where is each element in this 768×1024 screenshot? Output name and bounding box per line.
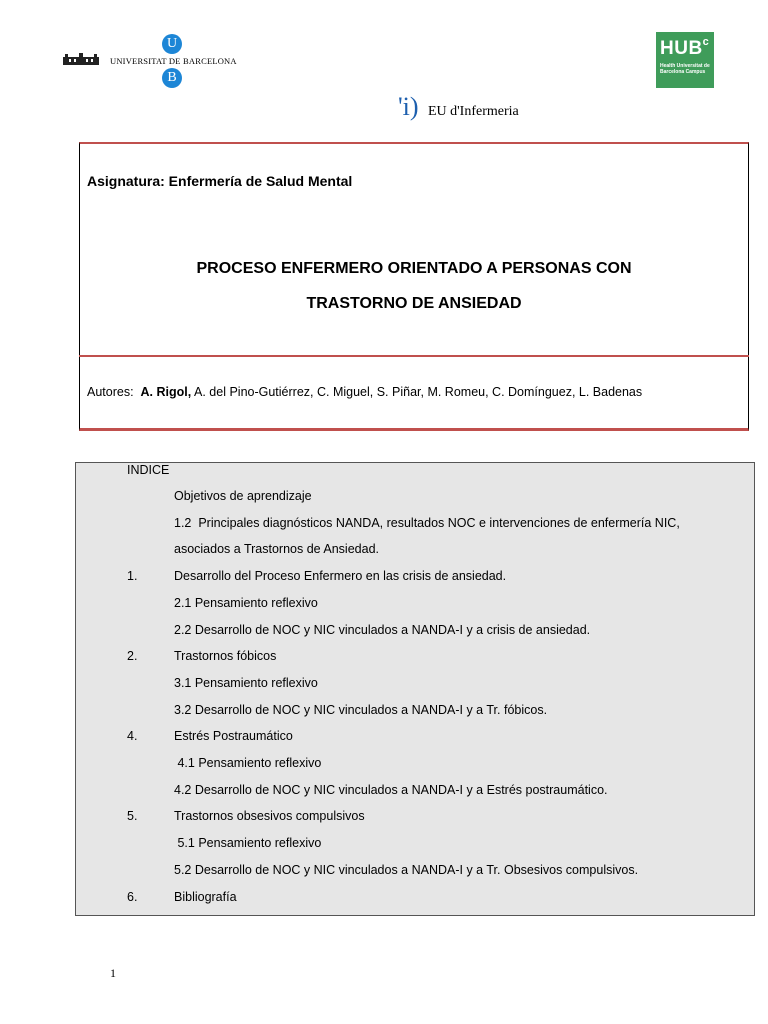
index-entry-text: 4.1 Pensamiento reflexivo — [174, 756, 322, 770]
document-title-line-1: PROCESO ENFERMERO ORIENTADO A PERSONAS CON — [196, 260, 632, 277]
index-entry-number: 5. — [127, 809, 138, 823]
hubc-logo — [656, 32, 714, 88]
index-entry-number: 4. — [127, 729, 138, 743]
authors-label: Autores: — [87, 385, 134, 399]
document-title-line-2: TRASTORNO DE ANSIEDAD — [306, 295, 522, 312]
ub-logo-u: U — [162, 34, 182, 54]
index-entry-text: Desarrollo del Proceso Enfermero en las crisis de ansiedad. — [174, 569, 507, 583]
hubc-logo-subtitle: Health Universitat de Barcelona Campus — [660, 63, 710, 75]
index-entry-text: 1.2 Principales diagnósticos NANDA, resultados NOC e intervenciones de enfermería NIC, — [174, 516, 680, 530]
university-building-logo — [63, 53, 99, 65]
hubc-logo-title: HUB$^c$ — [660, 36, 710, 59]
ub-logo-b: B — [162, 68, 182, 88]
index-entry-text: Trastornos obsesivos compulsivos — [174, 809, 365, 823]
authors-rest: A. del Pino-Gutiérrez, C. Miguel, S. Piñar, M. Romeu, C. Domínguez, L. Badenas — [194, 385, 643, 399]
subject-label: Asignatura: Enfermería de Salud Mental — [87, 173, 353, 189]
index-entry-text: Bibliografía — [174, 890, 237, 904]
index-entry-text: Estrés Postraumático — [174, 729, 293, 743]
index-entry-text: 4.2 Desarrollo de NOC y NIC vinculados a NANDA-I y a Estrés postraumático. — [174, 783, 608, 797]
index-entry-text: Trastornos fóbicos — [174, 649, 277, 663]
index-entry-text: 3.1 Pensamiento reflexivo — [174, 676, 318, 690]
index-entry-text: 2.2 Desarrollo de NOC y NIC vinculados a NANDA-I y a crisis de ansiedad. — [174, 623, 591, 637]
page-number: 1 — [110, 966, 116, 980]
index-entry-number: 6. — [127, 890, 138, 904]
index-entry-text: 5.2 Desarrollo de NOC y NIC vinculados a NANDA-I y a Tr. Obsesivos compulsivos. — [174, 863, 639, 877]
index-entry-text: 3.2 Desarrollo de NOC y NIC vinculados a NANDA-I y a Tr. fóbicos. — [174, 703, 548, 717]
index-entry-text: Objetivos de aprendizaje — [174, 489, 312, 503]
cover-divider — [79, 355, 749, 357]
index-heading: INDICE — [127, 463, 170, 477]
university-name: UNIVERSITAT DE BARCELONA — [110, 56, 237, 66]
index-entry-text: asociados a Trastornos de Ansiedad. — [174, 542, 379, 556]
index-entry-number: 1. — [127, 569, 138, 583]
school-name: EU d'Infermeria — [428, 104, 519, 119]
index-entry-text: 5.1 Pensamiento reflexivo — [174, 836, 322, 850]
authors-line — [87, 385, 642, 399]
index-entry-text: 2.1 Pensamiento reflexivo — [174, 596, 318, 610]
index-entry-number: 2. — [127, 649, 138, 663]
authors-first: A. Rigol, — [140, 385, 192, 399]
school-logo-icon: 'i) — [398, 92, 419, 121]
